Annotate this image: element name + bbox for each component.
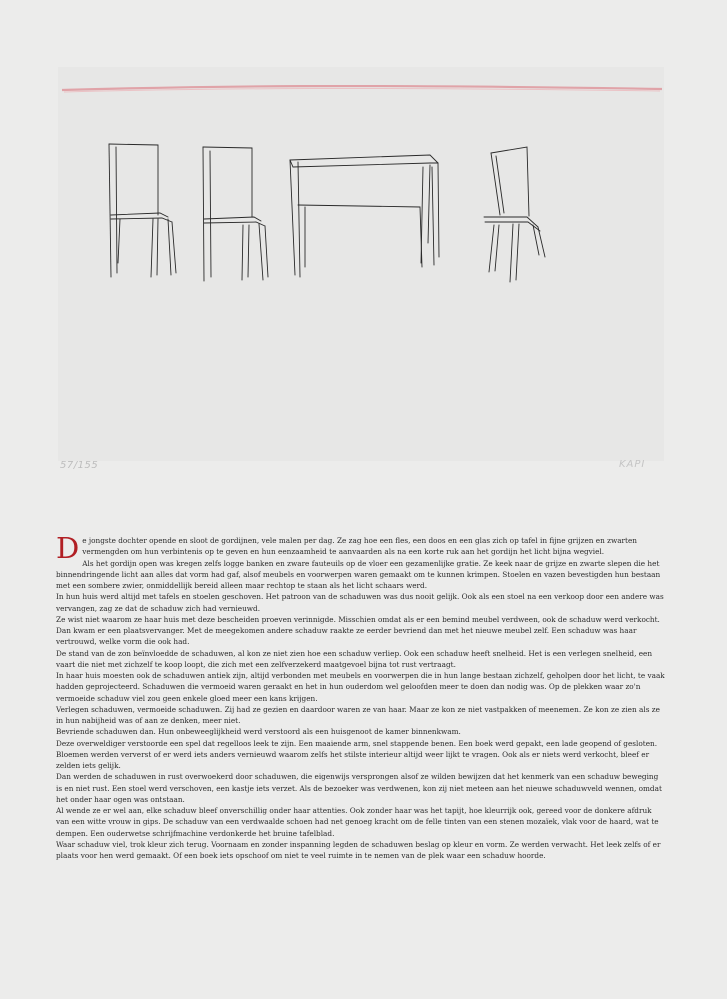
paragraph: Waar schaduw viel, trok kleur zich terug. Voornaam en zonder inspanning legden de schaduwen beslag op kleur en vorm. Ze werden verwacht. Het leek zelfs of er plaats voor hen werd gemaakt. Of een boek iets opschoof om niet te veel ruimte in te nemen van de plek waar een schaduw hoorde. [56, 839, 661, 860]
chair-2 [203, 147, 268, 281]
paragraph: Bevriende schaduwen dan. Hun onbeweeglijkheid werd verstoord als een huisgenoot de kamer binnenkwam. [56, 727, 461, 737]
paragraph: Al wende ze er wel aan, elke schaduw bleef onverschillig onder haar attenties. Ook zonder haar was het tapijt, hoe kleurrijk ook, gereed voor de donkere afdruk van een witte vrouw in gips. De schaduw van een verdwaalde schoen had net genoeg kracht om de felle tinten van een stenen mozaïek, vlak voor de haard, wat te dempen. Een ouderwetse schrijfmachine verdonkerde het bruine tafelblad. [56, 806, 659, 838]
chair-1 [109, 144, 176, 277]
drawing-lines [109, 144, 545, 282]
chair-3 [484, 147, 545, 282]
paragraph: Dan werden de schaduwen in rust overwoekerd door schaduwen, die eigenwijs versprongen alsof ze wilden bewijzen dat het kenmerk van een schaduw beweging is en niet rust. Een stoel werd verschoven, een kastje iets verzet. Als de bezoeker was verdwenen, kon zij niet meteen aan het nieuwe schaduwveld wennen, omdat het onder haar ogen was ontstaan. [56, 772, 662, 804]
artist-signature: KAPI [619, 459, 646, 470]
edition-number: 57/155 [60, 460, 99, 471]
furniture-etching [58, 67, 664, 461]
paragraph: In hun huis werd altijd met tafels en stoelen geschoven. Het patroon van de schaduwen was dus nooit gelijk. Ook als een stoel na een verkoop door een andere was vervangen, zag ze dat de schaduw zich had vernieuwd. [56, 592, 664, 613]
poem-text [56, 531, 666, 861]
paragraph: e jongste dochter opende en sloot de gordijnen, vele malen per dag. Ze zag hoe een fles, een doos en een glas zich op tafel in fijne grijzen en zwarten vermengden om hun verbintenis op te geven en hun eenzaamheid te aanvaarden als na een korte ruk aan het gordijn het licht bijna wegviel. [82, 536, 637, 557]
drop-cap: D [56, 531, 80, 565]
paragraph: De stand van de zon beïnvloedde de schaduwen, al kon ze niet zien hoe een schaduw verliep. Ook een schaduw heeft snelheid. Het is een verlegen snelheid, een vaart die niet met zichzelf te koop loopt, die zich met een zelfverzekerd maatgevoel bijna tot rust vertraagt. [56, 648, 653, 669]
paragraph: Deze overweldiger verstoorde een spel dat regelloos leek te zijn. Een maaiende arm, snel stappende benen. Een boek werd gepakt, een lade geopend of gesloten. Bloemen werden ververst of er werd iets anders vernieuwd waarom zelfs het stilste interieur altijd weer lijkt te vragen. Ook als er niets werd verkocht, bleef er zelden iets gelijk. [56, 738, 658, 770]
paragraph: Verlegen schaduwen, vermoeide schaduwen. Zij had ze gezien en daardoor waren ze van haar. Maar ze kon ze niet vastpakken of meenemen. Ze kon ze zien als ze in hun nabijheid was of aan ze denken, meer niet. [56, 704, 660, 725]
etching-plate [58, 67, 664, 461]
paragraph: Ze wist niet waarom ze haar huis met deze bescheiden proeven verinnigde. Misschien omdat als er een bemind meubel verdween, ook de schaduw werd verkocht. Dan kwam er een plaatsvervanger. Met de meegekomen andere schaduw raakte ze eerder bevriend dan met het nieuwe meubel zelf. Een schaduw was haar vertrouwd, welke vorm die ook had. [56, 614, 660, 647]
table [290, 155, 439, 277]
paragraph: In haar huis moesten ook de schaduwen antiek zijn, altijd verbonden met meubels en voorwerpen die in hun lange bestaan zichzelf, geholpen door het licht, te vaak hadden geprojecteerd. Schaduwen die vermoeid waren geraakt en het in hun ouderdom wel geloofden meer te doen dan nodig was. Op de plekken waar zo'n vermoeide schaduw viel zou geen enkele gloed meer een kans krijgen. [56, 671, 665, 703]
paragraph: Als het gordijn open was kregen zelfs logge banken en zware fauteuils op de vloer een gezamenlijke gratie. Ze keek naar de grijze en zwarte slepen die het binnendringende licht aan alles dat vorm had gaf, alsof meubels en voorwerpen waren gemaakt om te kunnen krimpen. Stoelen en vazen bevestigden hun bestaan met een sombere zwier, onmiddellijk bereid alleen maar rechtop te staan als het licht schaars werd. [56, 558, 661, 590]
